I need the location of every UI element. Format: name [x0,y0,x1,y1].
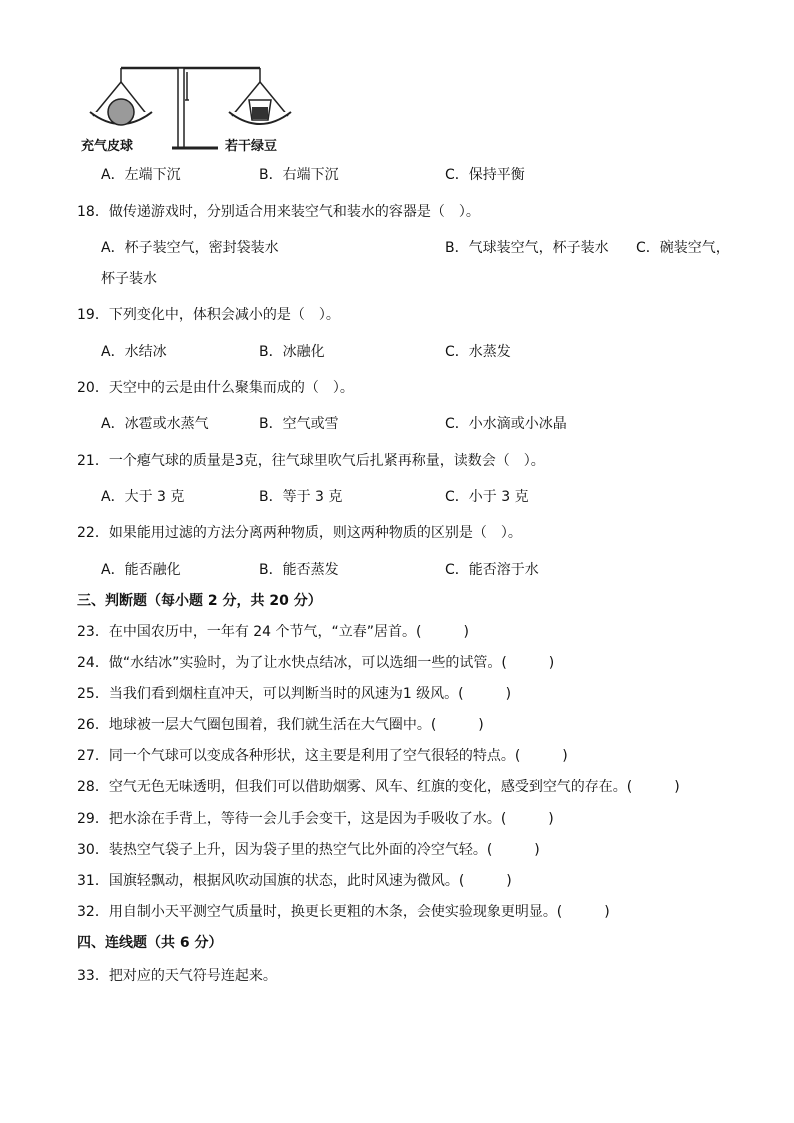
q17-option-a: A．左端下沉 [101,167,181,183]
q21-option-a: A．大于 3 克 [101,489,185,505]
q19-option-c: C．水蒸发 [445,344,511,360]
left-pan-label: 充气皮球 [81,139,134,154]
q22-option-c: C．能否溶于水 [445,562,539,578]
q21-stem: 21．一个瘪气球的质量是3克，往气球里吹气后扎紧再称量，读数会（ ）。 [77,453,545,469]
q20-option-c: C．小水滴或小冰晶 [445,416,567,432]
balance-figure [78,60,298,155]
q20-option-a: A．冰雹或水蒸气 [101,416,209,432]
q22-option-a: A．能否融化 [101,562,181,578]
judge-item-24: 24．做“水结冰”实验时，为了让水快点结冰，可以选细一些的试管。( ) [77,655,555,671]
section-3-heading: 三、判断题（每小题 2 分，共 20 分） [77,593,322,609]
q17-option-c: C．保持平衡 [445,167,525,183]
right-pan-label: 若干绿豆 [225,139,278,154]
q17-option-b: B．右端下沉 [259,167,339,183]
q18-option-c-cont: 杯子装水 [101,271,157,287]
q33-stem: 33．把对应的天气符号连起来。 [77,968,277,984]
q19-stem: 19．下列变化中，体积会减小的是（ ）。 [77,307,340,323]
q21-option-c: C．小于 3 克 [445,489,529,505]
judge-item-31: 31．国旗轻飘动，根据风吹动国旗的状态，此时风速为微风。( ) [77,873,512,889]
q19-option-a: A．水结冰 [101,344,167,360]
judge-item-23: 23．在中国农历中，一年有 24 个节气，“立春”居首。( ) [77,624,469,640]
q22-option-b: B．能否蒸发 [259,562,339,578]
judge-item-25: 25．当我们看到烟柱直冲天，可以判断当时的风速为1 级风。( ) [77,686,512,702]
section-4-heading: 四、连线题（共 6 分） [77,935,223,951]
judge-item-26: 26．地球被一层大气圈包围着，我们就生活在大气圈中。( ) [77,717,484,733]
q18-stem: 18．做传递游戏时，分别适合用来装空气和装水的容器是（ ）。 [77,204,480,220]
judge-item-27: 27．同一个气球可以变成各种形状，这主要是利用了空气很轻的特点。( ) [77,748,568,764]
ball-icon [108,99,134,125]
q21-option-b: B．等于 3 克 [259,489,343,505]
q18-option-c: C．碗装空气， [636,240,730,256]
judge-item-28: 28．空气无色无味透明，但我们可以借助烟雾、风车、红旗的变化，感受到空气的存在。( ) [77,779,680,795]
q20-stem: 20．天空中的云是由什么聚集而成的（ ）。 [77,380,354,396]
q19-option-b: B．冰融化 [259,344,325,360]
q18-option-a: A．杯子装空气，密封袋装水 [101,240,279,256]
q18-option-b: B．气球装空气，杯子装水 [445,240,609,256]
q22-stem: 22．如果能用过滤的方法分离两种物质，则这两种物质的区别是（ ）。 [77,525,522,541]
judge-item-29: 29．把水涂在手背上，等待一会儿手会变干，这是因为手吸收了水。( ) [77,811,554,827]
judge-item-30: 30．装热空气袋子上升，因为袋子里的热空气比外面的冷空气轻。( ) [77,842,540,858]
judge-item-32: 32．用自制小天平测空气质量时，换更长更粗的木条，会使实验现象更明显。( ) [77,904,610,920]
q20-option-b: B．空气或雪 [259,416,339,432]
